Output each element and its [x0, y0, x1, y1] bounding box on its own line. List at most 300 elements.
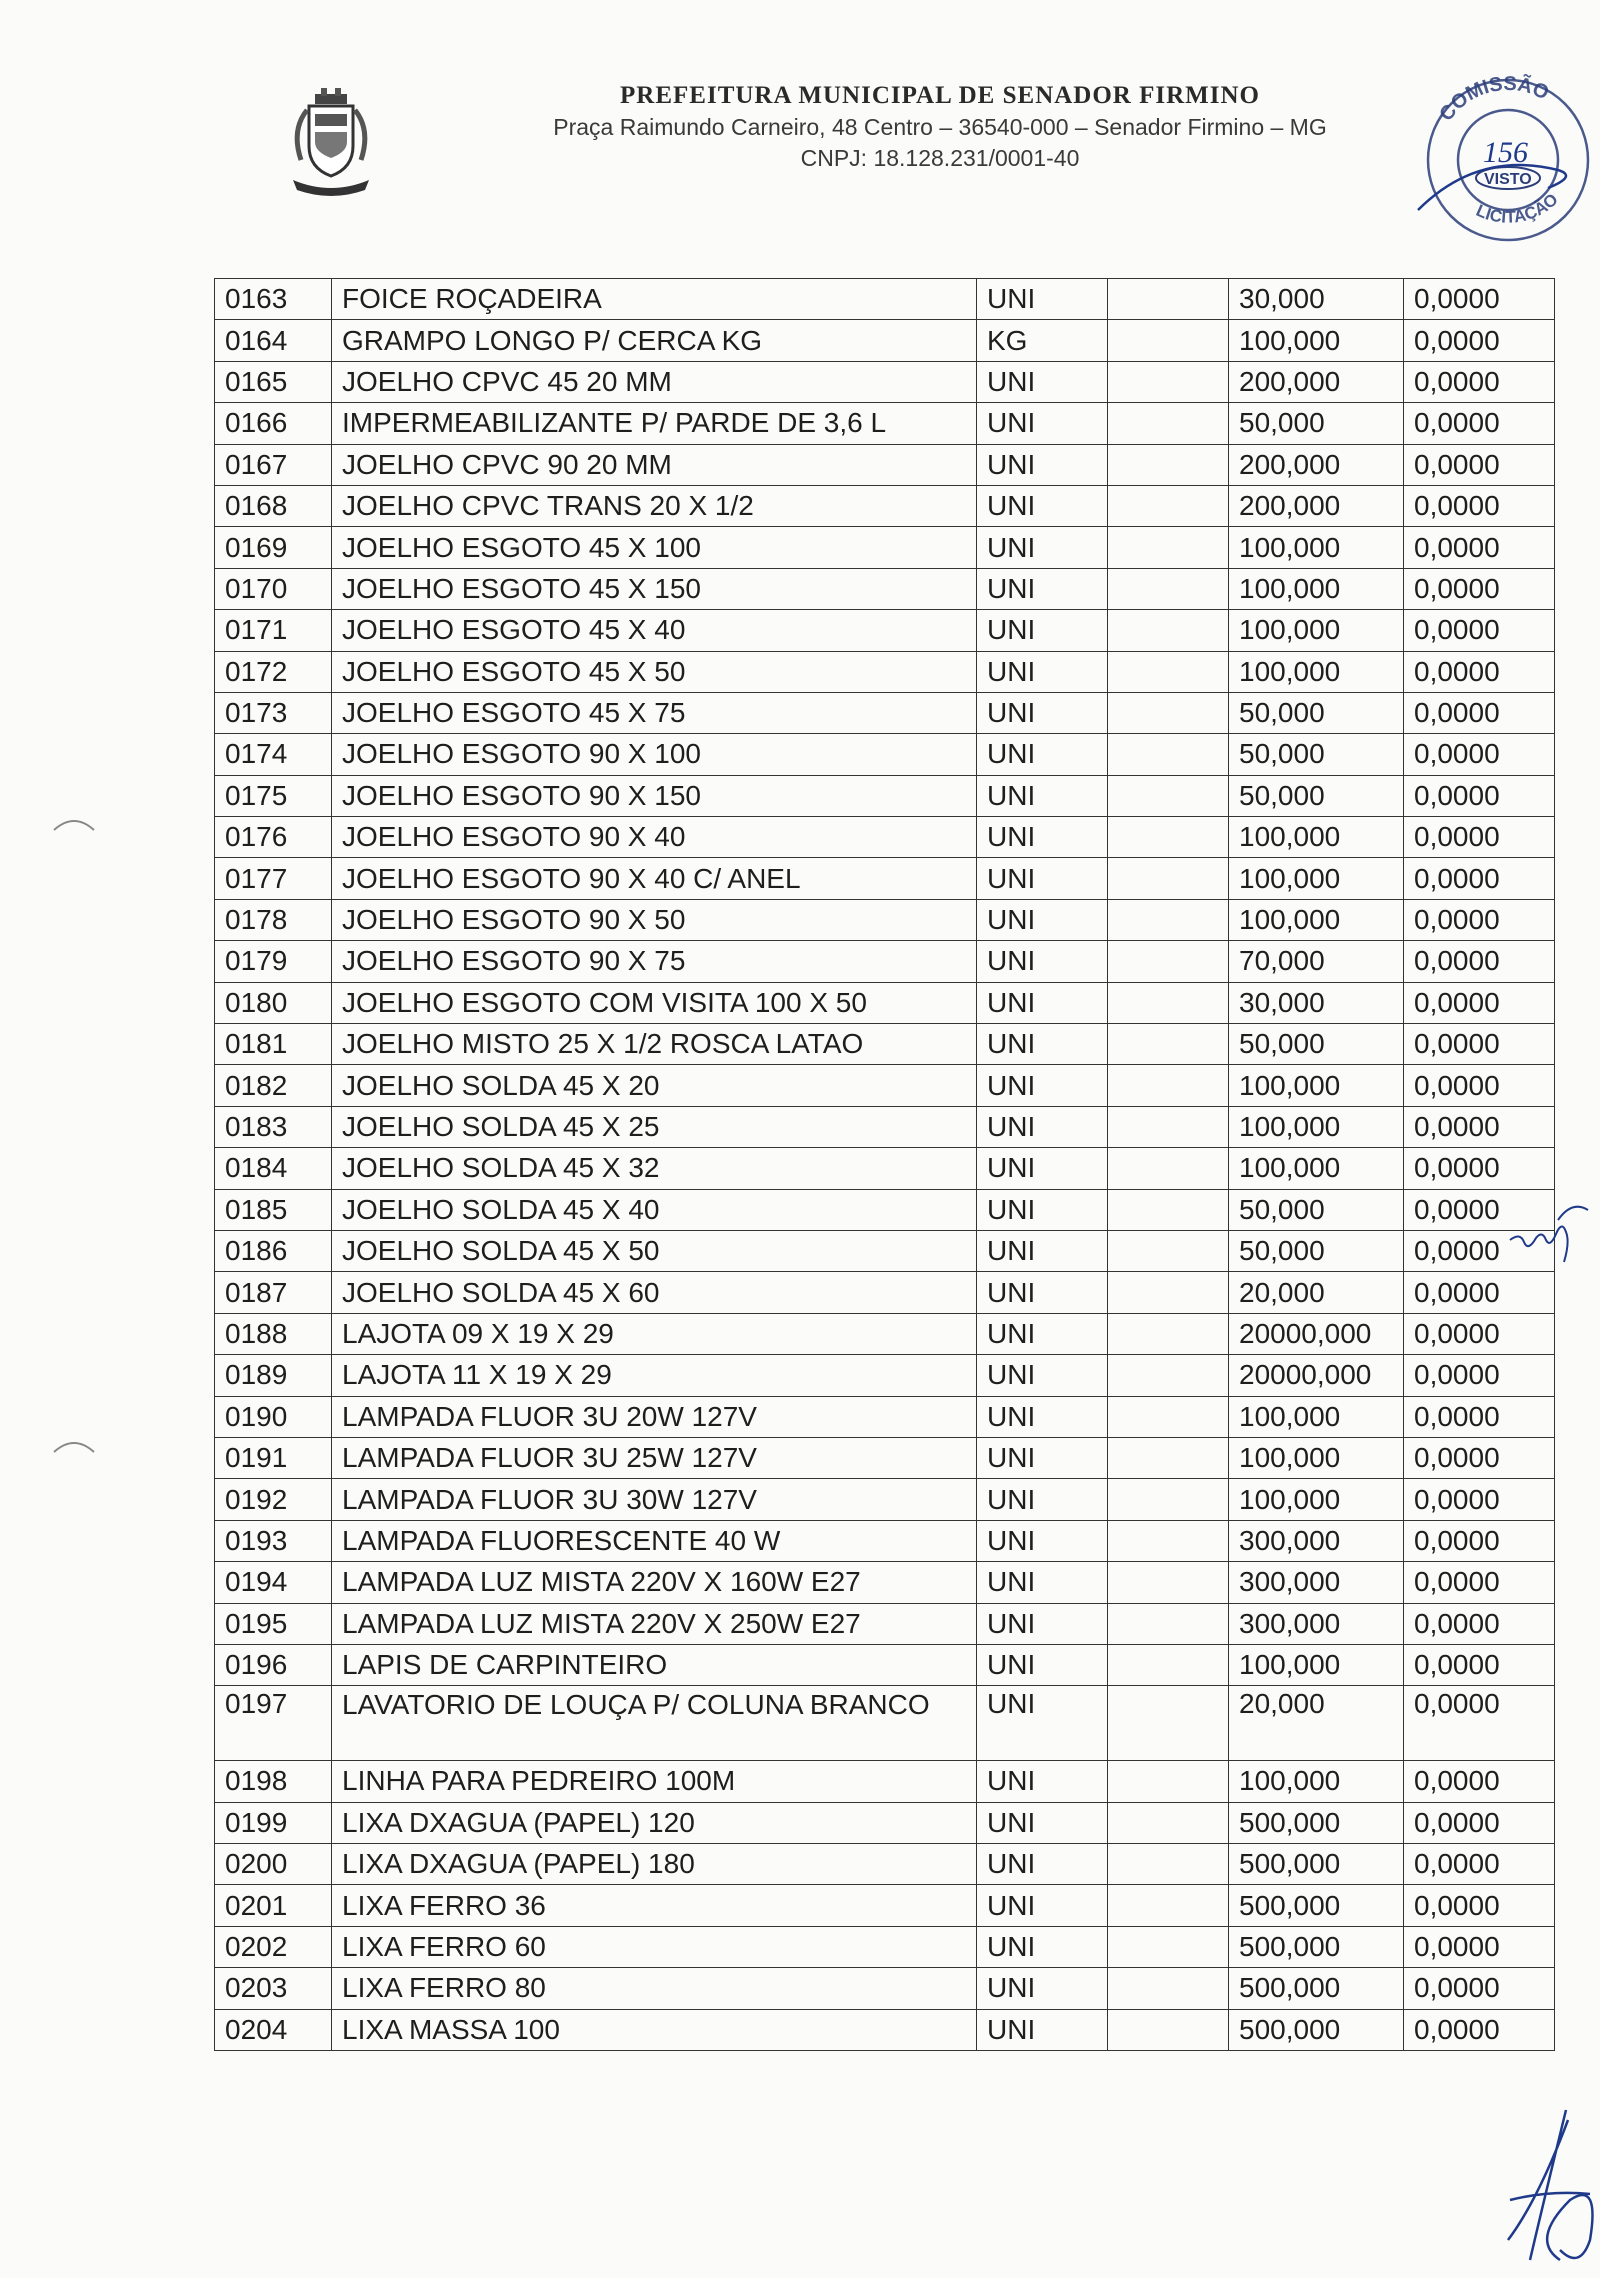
item-unit-cell: UNI [977, 1968, 1108, 2009]
item-unit-cell: KG [977, 320, 1108, 361]
item-code-cell: 0180 [215, 982, 332, 1023]
table-row [215, 1761, 1555, 1802]
table-row [215, 1437, 1555, 1478]
item-code-cell: 0175 [215, 775, 332, 816]
item-code-cell: 0198 [215, 1761, 332, 1802]
table-row [215, 1106, 1555, 1147]
item-price-cell: 0,0000 [1404, 1272, 1555, 1313]
item-quantity-cell: 100,000 [1229, 1644, 1404, 1685]
empty-cell [1108, 320, 1229, 361]
table-row [215, 1396, 1555, 1437]
empty-cell [1108, 899, 1229, 940]
item-quantity-cell: 100,000 [1229, 610, 1404, 651]
item-quantity-cell: 70,000 [1229, 941, 1404, 982]
item-unit-cell: UNI [977, 941, 1108, 982]
item-code-cell: 0164 [215, 320, 332, 361]
empty-cell [1108, 444, 1229, 485]
table-row [215, 899, 1555, 940]
item-unit-cell: UNI [977, 1065, 1108, 1106]
item-unit-cell: UNI [977, 1396, 1108, 1437]
item-quantity-cell: 200,000 [1229, 361, 1404, 402]
item-description-cell: LIXA FERRO 36 [332, 1885, 977, 1926]
empty-cell [1108, 1313, 1229, 1354]
item-code-cell: 0204 [215, 2009, 332, 2050]
item-description-cell: LAJOTA 09 X 19 X 29 [332, 1313, 977, 1354]
item-code-cell: 0185 [215, 1189, 332, 1230]
item-price-cell: 0,0000 [1404, 1968, 1555, 2009]
materials-table-body [215, 279, 1555, 2051]
item-price-cell: 0,0000 [1404, 1024, 1555, 1065]
empty-cell [1108, 734, 1229, 775]
item-unit-cell: UNI [977, 899, 1108, 940]
item-quantity-cell: 20,000 [1229, 1686, 1404, 1761]
table-row [215, 1603, 1555, 1644]
empty-cell [1108, 2009, 1229, 2050]
item-code-cell: 0188 [215, 1313, 332, 1354]
empty-cell [1108, 1562, 1229, 1603]
item-quantity-cell: 100,000 [1229, 1065, 1404, 1106]
item-quantity-cell: 100,000 [1229, 817, 1404, 858]
item-price-cell: 0,0000 [1404, 734, 1555, 775]
item-quantity-cell: 500,000 [1229, 1926, 1404, 1967]
empty-cell [1108, 1686, 1229, 1761]
item-description-cell: JOELHO MISTO 25 X 1/2 ROSCA LATAO [332, 1024, 977, 1065]
item-unit-cell: UNI [977, 568, 1108, 609]
item-unit-cell: UNI [977, 1844, 1108, 1885]
item-quantity-cell: 100,000 [1229, 899, 1404, 940]
item-price-cell: 0,0000 [1404, 320, 1555, 361]
table-row [215, 692, 1555, 733]
empty-cell [1108, 1148, 1229, 1189]
item-unit-cell: UNI [977, 982, 1108, 1023]
item-quantity-cell: 50,000 [1229, 1230, 1404, 1271]
item-code-cell: 0183 [215, 1106, 332, 1147]
item-unit-cell: UNI [977, 734, 1108, 775]
item-code-cell: 0173 [215, 692, 332, 733]
item-description-cell: JOELHO ESGOTO 90 X 40 [332, 817, 977, 858]
stamp-top-text: COMISSÃO [1435, 72, 1553, 126]
empty-cell [1108, 1926, 1229, 1967]
empty-cell [1108, 1479, 1229, 1520]
empty-cell [1108, 817, 1229, 858]
empty-cell [1108, 1189, 1229, 1230]
item-code-cell: 0199 [215, 1802, 332, 1843]
table-row [215, 1844, 1555, 1885]
item-quantity-cell: 500,000 [1229, 1885, 1404, 1926]
organization-address: Praça Raimundo Carneiro, 48 Centro – 36540-000 – Senador Firmino – MG [553, 114, 1327, 140]
item-description-cell: JOELHO CPVC 45 20 MM [332, 361, 977, 402]
table-row [215, 568, 1555, 609]
table-row [215, 1562, 1555, 1603]
table-row [215, 1802, 1555, 1843]
item-quantity-cell: 100,000 [1229, 1396, 1404, 1437]
item-description-cell: JOELHO ESGOTO 90 X 100 [332, 734, 977, 775]
item-code-cell: 0192 [215, 1479, 332, 1520]
commission-stamp [1408, 60, 1598, 250]
item-price-cell: 0,0000 [1404, 527, 1555, 568]
item-quantity-cell: 100,000 [1229, 1106, 1404, 1147]
item-price-cell: 0,0000 [1404, 610, 1555, 651]
item-code-cell: 0190 [215, 1396, 332, 1437]
table-row [215, 527, 1555, 568]
empty-cell [1108, 692, 1229, 733]
item-code-cell: 0194 [215, 1562, 332, 1603]
item-description-cell: JOELHO SOLDA 45 X 20 [332, 1065, 977, 1106]
table-row [215, 1230, 1555, 1271]
item-description-cell: LAMPADA FLUOR 3U 25W 127V [332, 1437, 977, 1478]
item-price-cell: 0,0000 [1404, 1761, 1555, 1802]
item-price-cell: 0,0000 [1404, 899, 1555, 940]
empty-cell [1108, 485, 1229, 526]
item-price-cell: 0,0000 [1404, 775, 1555, 816]
table-row [215, 1148, 1555, 1189]
item-quantity-cell: 50,000 [1229, 1024, 1404, 1065]
item-unit-cell: UNI [977, 527, 1108, 568]
item-price-cell: 0,0000 [1404, 1603, 1555, 1644]
item-unit-cell: UNI [977, 1272, 1108, 1313]
table-row [215, 1272, 1555, 1313]
item-code-cell: 0202 [215, 1926, 332, 1967]
table-row [215, 320, 1555, 361]
item-code-cell: 0174 [215, 734, 332, 775]
item-code-cell: 0200 [215, 1844, 332, 1885]
item-code-cell: 0181 [215, 1024, 332, 1065]
item-description-cell: LAMPADA LUZ MISTA 220V X 250W E27 [332, 1603, 977, 1644]
table-row [215, 1686, 1555, 1761]
table-row [215, 982, 1555, 1023]
materials-table-container [214, 278, 1555, 2051]
item-code-cell: 0189 [215, 1355, 332, 1396]
handwritten-initials [1508, 1190, 1600, 1270]
table-row [215, 610, 1555, 651]
table-row [215, 444, 1555, 485]
item-price-cell: 0,0000 [1404, 941, 1555, 982]
empty-cell [1108, 1520, 1229, 1561]
item-description-cell: GRAMPO LONGO P/ CERCA KG [332, 320, 977, 361]
empty-cell [1108, 1603, 1229, 1644]
item-unit-cell: UNI [977, 610, 1108, 651]
empty-cell [1108, 1844, 1229, 1885]
item-quantity-cell: 300,000 [1229, 1562, 1404, 1603]
table-row [215, 941, 1555, 982]
materials-table [214, 278, 1555, 2051]
item-code-cell: 0186 [215, 1230, 332, 1271]
item-unit-cell: UNI [977, 444, 1108, 485]
empty-cell [1108, 610, 1229, 651]
item-price-cell: 0,0000 [1404, 1313, 1555, 1354]
item-code-cell: 0201 [215, 1885, 332, 1926]
item-code-cell: 0179 [215, 941, 332, 982]
table-row [215, 1926, 1555, 1967]
table-row [215, 485, 1555, 526]
item-quantity-cell: 200,000 [1229, 485, 1404, 526]
margin-mark [50, 1432, 100, 1456]
item-quantity-cell: 30,000 [1229, 982, 1404, 1023]
item-price-cell: 0,0000 [1404, 858, 1555, 899]
item-quantity-cell: 20,000 [1229, 1272, 1404, 1313]
item-quantity-cell: 50,000 [1229, 775, 1404, 816]
item-unit-cell: UNI [977, 1644, 1108, 1685]
item-description-cell: JOELHO SOLDA 45 X 40 [332, 1189, 977, 1230]
item-description-cell: JOELHO ESGOTO 90 X 75 [332, 941, 977, 982]
empty-cell [1108, 279, 1229, 320]
item-description-cell: JOELHO CPVC TRANS 20 X 1/2 [332, 485, 977, 526]
table-row [215, 775, 1555, 816]
item-description-cell: IMPERMEABILIZANTE P/ PARDE DE 3,6 L [332, 403, 977, 444]
item-description-cell: LAPIS DE CARPINTEIRO [332, 1644, 977, 1685]
item-description-cell: JOELHO ESGOTO 45 X 40 [332, 610, 977, 651]
item-quantity-cell: 100,000 [1229, 1761, 1404, 1802]
item-description-cell: JOELHO ESGOTO 45 X 50 [332, 651, 977, 692]
item-description-cell: JOELHO ESGOTO COM VISITA 100 X 50 [332, 982, 977, 1023]
empty-cell [1108, 1396, 1229, 1437]
item-description-cell: LIXA DXAGUA (PAPEL) 180 [332, 1844, 977, 1885]
item-description-cell: JOELHO ESGOTO 45 X 75 [332, 692, 977, 733]
item-description-cell: JOELHO SOLDA 45 X 60 [332, 1272, 977, 1313]
item-description-cell: LINHA PARA PEDREIRO 100M [332, 1761, 977, 1802]
item-code-cell: 0169 [215, 527, 332, 568]
table-row [215, 1479, 1555, 1520]
item-price-cell: 0,0000 [1404, 1106, 1555, 1147]
item-description-cell: LAVATORIO DE LOUÇA P/ COLUNA BRANCO [332, 1686, 977, 1761]
item-quantity-cell: 100,000 [1229, 858, 1404, 899]
item-description-cell: JOELHO SOLDA 45 X 25 [332, 1106, 977, 1147]
item-unit-cell: UNI [977, 817, 1108, 858]
item-code-cell: 0196 [215, 1644, 332, 1685]
item-quantity-cell: 50,000 [1229, 692, 1404, 733]
empty-cell [1108, 403, 1229, 444]
item-description-cell: JOELHO SOLDA 45 X 32 [332, 1148, 977, 1189]
item-price-cell: 0,0000 [1404, 1065, 1555, 1106]
item-description-cell: JOELHO ESGOTO 45 X 150 [332, 568, 977, 609]
item-quantity-cell: 300,000 [1229, 1603, 1404, 1644]
item-price-cell: 0,0000 [1404, 485, 1555, 526]
item-quantity-cell: 100,000 [1229, 527, 1404, 568]
item-description-cell: JOELHO ESGOTO 45 X 100 [332, 527, 977, 568]
item-quantity-cell: 30,000 [1229, 279, 1404, 320]
item-unit-cell: UNI [977, 1885, 1108, 1926]
table-row [215, 2009, 1555, 2050]
table-row [215, 1644, 1555, 1685]
organization-name: PREFEITURA MUNICIPAL DE SENADOR FIRMINO [620, 82, 1260, 109]
item-code-cell: 0182 [215, 1065, 332, 1106]
table-row [215, 1313, 1555, 1354]
item-description-cell: LIXA DXAGUA (PAPEL) 120 [332, 1802, 977, 1843]
table-row [215, 858, 1555, 899]
item-quantity-cell: 50,000 [1229, 1189, 1404, 1230]
empty-cell [1108, 361, 1229, 402]
margin-mark [50, 810, 100, 834]
item-quantity-cell: 100,000 [1229, 568, 1404, 609]
item-quantity-cell: 500,000 [1229, 2009, 1404, 2050]
svg-text:LICITAÇÃO [1473, 190, 1562, 227]
item-description-cell: JOELHO CPVC 90 20 MM [332, 444, 977, 485]
empty-cell [1108, 1355, 1229, 1396]
item-code-cell: 0203 [215, 1968, 332, 2009]
item-price-cell: 0,0000 [1404, 692, 1555, 733]
item-code-cell: 0197 [215, 1686, 332, 1761]
item-unit-cell: UNI [977, 485, 1108, 526]
empty-cell [1108, 858, 1229, 899]
item-price-cell: 0,0000 [1404, 1479, 1555, 1520]
table-row [215, 1885, 1555, 1926]
table-row [215, 651, 1555, 692]
item-price-cell: 0,0000 [1404, 1686, 1555, 1761]
item-unit-cell: UNI [977, 1355, 1108, 1396]
empty-cell [1108, 651, 1229, 692]
table-row [215, 403, 1555, 444]
stamp-number: 156 [1483, 136, 1528, 169]
item-description-cell: LAMPADA FLUOR 3U 20W 127V [332, 1396, 977, 1437]
empty-cell [1108, 1968, 1229, 2009]
item-price-cell: 0,0000 [1404, 444, 1555, 485]
item-quantity-cell: 20000,000 [1229, 1355, 1404, 1396]
item-price-cell: 0,0000 [1404, 982, 1555, 1023]
item-unit-cell: UNI [977, 1686, 1108, 1761]
item-description-cell: LIXA FERRO 60 [332, 1926, 977, 1967]
item-unit-cell: UNI [977, 1479, 1108, 1520]
empty-cell [1108, 1802, 1229, 1843]
empty-cell [1108, 1885, 1229, 1926]
item-description-cell: JOELHO ESGOTO 90 X 50 [332, 899, 977, 940]
table-row [215, 279, 1555, 320]
table-row [215, 817, 1555, 858]
empty-cell [1108, 775, 1229, 816]
item-code-cell: 0177 [215, 858, 332, 899]
item-quantity-cell: 100,000 [1229, 1437, 1404, 1478]
organization-cnpj: CNPJ: 18.128.231/0001-40 [800, 145, 1080, 171]
item-price-cell: 0,0000 [1404, 651, 1555, 692]
item-unit-cell: UNI [977, 775, 1108, 816]
item-quantity-cell: 50,000 [1229, 734, 1404, 775]
table-row [215, 734, 1555, 775]
item-description-cell: JOELHO SOLDA 45 X 50 [332, 1230, 977, 1271]
empty-cell [1108, 1230, 1229, 1271]
table-row [215, 1520, 1555, 1561]
item-price-cell: 0,0000 [1404, 1230, 1555, 1271]
item-quantity-cell: 20000,000 [1229, 1313, 1404, 1354]
item-quantity-cell: 500,000 [1229, 1844, 1404, 1885]
item-description-cell: LIXA FERRO 80 [332, 1968, 977, 2009]
item-quantity-cell: 100,000 [1229, 320, 1404, 361]
municipal-crest-logo [285, 88, 377, 198]
item-price-cell: 0,0000 [1404, 361, 1555, 402]
item-unit-cell: UNI [977, 1437, 1108, 1478]
empty-cell [1108, 941, 1229, 982]
item-code-cell: 0172 [215, 651, 332, 692]
item-quantity-cell: 500,000 [1229, 1968, 1404, 2009]
item-unit-cell: UNI [977, 1520, 1108, 1561]
item-code-cell: 0167 [215, 444, 332, 485]
item-unit-cell: UNI [977, 1761, 1108, 1802]
item-quantity-cell: 200,000 [1229, 444, 1404, 485]
item-code-cell: 0163 [215, 279, 332, 320]
item-unit-cell: UNI [977, 279, 1108, 320]
item-price-cell: 0,0000 [1404, 1437, 1555, 1478]
item-unit-cell: UNI [977, 1230, 1108, 1271]
item-unit-cell: UNI [977, 1926, 1108, 1967]
item-unit-cell: UNI [977, 2009, 1108, 2050]
item-price-cell: 0,0000 [1404, 1844, 1555, 1885]
item-price-cell: 0,0000 [1404, 817, 1555, 858]
empty-cell [1108, 527, 1229, 568]
item-code-cell: 0170 [215, 568, 332, 609]
item-price-cell: 0,0000 [1404, 1644, 1555, 1685]
table-row [215, 1024, 1555, 1065]
item-price-cell: 0,0000 [1404, 1396, 1555, 1437]
handwritten-signature [1500, 2090, 1598, 2270]
stamp-middle-text: VISTO [1484, 171, 1532, 188]
item-price-cell: 0,0000 [1404, 403, 1555, 444]
item-quantity-cell: 50,000 [1229, 403, 1404, 444]
item-code-cell: 0187 [215, 1272, 332, 1313]
empty-cell [1108, 1024, 1229, 1065]
item-unit-cell: UNI [977, 651, 1108, 692]
item-unit-cell: UNI [977, 1148, 1108, 1189]
item-price-cell: 0,0000 [1404, 1802, 1555, 1843]
item-unit-cell: UNI [977, 1802, 1108, 1843]
item-quantity-cell: 100,000 [1229, 1148, 1404, 1189]
item-price-cell: 0,0000 [1404, 1885, 1555, 1926]
empty-cell [1108, 1106, 1229, 1147]
empty-cell [1108, 982, 1229, 1023]
item-price-cell: 0,0000 [1404, 568, 1555, 609]
item-code-cell: 0171 [215, 610, 332, 651]
item-price-cell: 0,0000 [1404, 2009, 1555, 2050]
item-quantity-cell: 100,000 [1229, 651, 1404, 692]
item-price-cell: 0,0000 [1404, 1355, 1555, 1396]
stamp-bottom-text: LICITAÇÃO [1473, 189, 1562, 227]
table-row [215, 1189, 1555, 1230]
item-unit-cell: UNI [977, 361, 1108, 402]
item-description-cell: LAMPADA LUZ MISTA 220V X 160W E27 [332, 1562, 977, 1603]
item-code-cell: 0178 [215, 899, 332, 940]
empty-cell [1108, 1761, 1229, 1802]
item-quantity-cell: 100,000 [1229, 1479, 1404, 1520]
item-unit-cell: UNI [977, 1313, 1108, 1354]
item-unit-cell: UNI [977, 403, 1108, 444]
item-code-cell: 0166 [215, 403, 332, 444]
empty-cell [1108, 1065, 1229, 1106]
item-description-cell: LAMPADA FLUOR 3U 30W 127V [332, 1479, 977, 1520]
empty-cell [1108, 1437, 1229, 1478]
item-code-cell: 0176 [215, 817, 332, 858]
item-unit-cell: UNI [977, 1189, 1108, 1230]
item-price-cell: 0,0000 [1404, 279, 1555, 320]
item-price-cell: 0,0000 [1404, 1520, 1555, 1561]
empty-cell [1108, 1272, 1229, 1313]
item-unit-cell: UNI [977, 1603, 1108, 1644]
item-description-cell: FOICE ROÇADEIRA [332, 279, 977, 320]
item-price-cell: 0,0000 [1404, 1926, 1555, 1967]
item-price-cell: 0,0000 [1404, 1189, 1555, 1230]
table-row [215, 1355, 1555, 1396]
item-code-cell: 0168 [215, 485, 332, 526]
item-unit-cell: UNI [977, 1562, 1108, 1603]
table-row [215, 1968, 1555, 2009]
item-unit-cell: UNI [977, 692, 1108, 733]
item-code-cell: 0193 [215, 1520, 332, 1561]
table-row [215, 361, 1555, 402]
item-description-cell: JOELHO ESGOTO 90 X 40 C/ ANEL [332, 858, 977, 899]
table-row [215, 1065, 1555, 1106]
item-quantity-cell: 300,000 [1229, 1520, 1404, 1561]
item-unit-cell: UNI [977, 1106, 1108, 1147]
item-unit-cell: UNI [977, 1024, 1108, 1065]
item-description-cell: LAMPADA FLUORESCENTE 40 W [332, 1520, 977, 1561]
empty-cell [1108, 568, 1229, 609]
letterhead [440, 82, 1440, 172]
